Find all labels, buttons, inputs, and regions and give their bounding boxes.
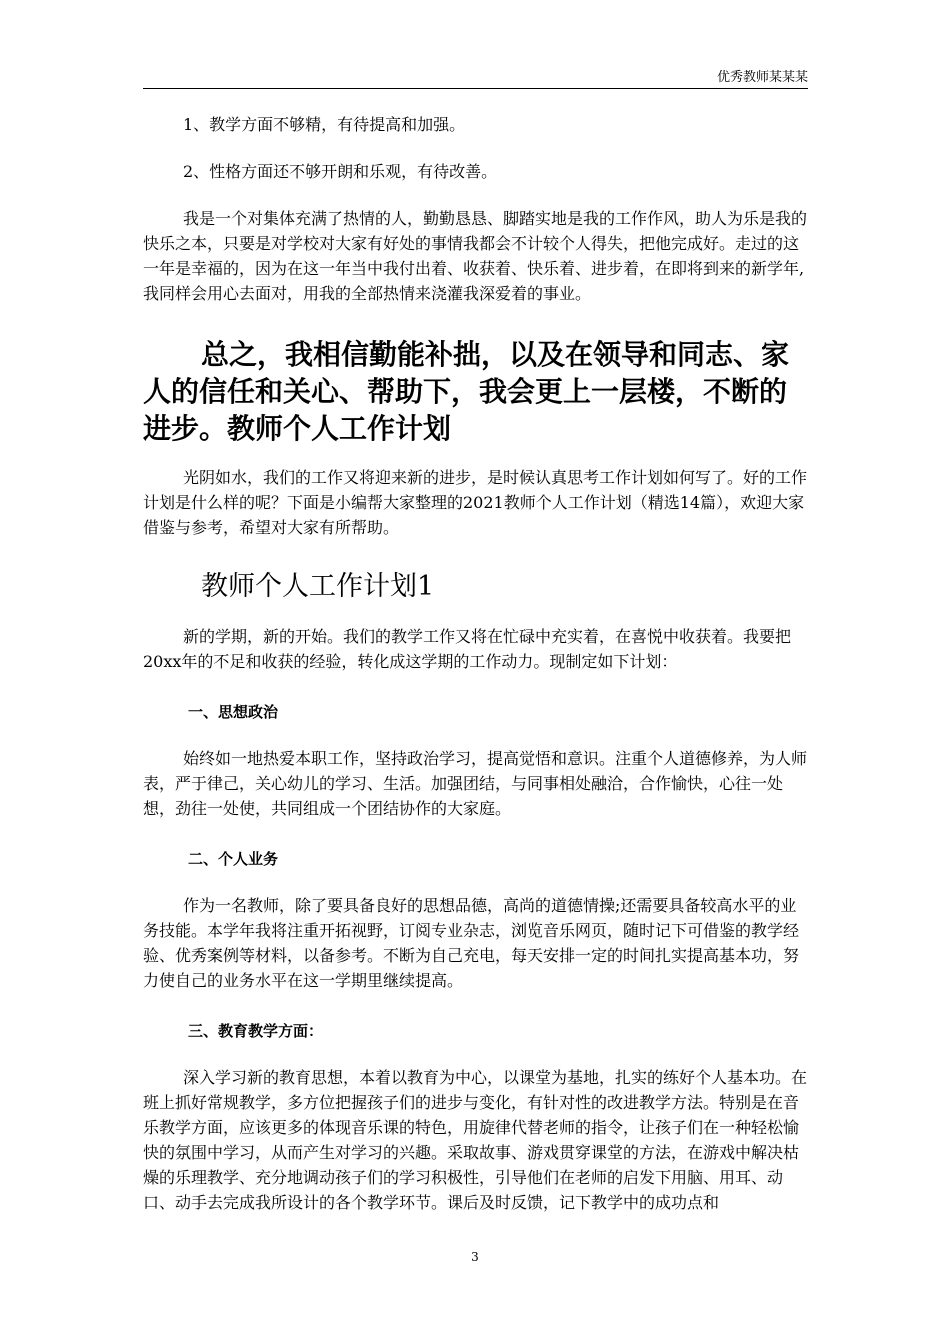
- paragraph-personal-work: 作为一名教师，除了要具备良好的思想品德，高尚的道德情操;还需要具备较高水平的业务技能。本学年我将注重开拓视野，订阅专业杂志，浏览音乐网页，随时记下可借鉴的教学经验、优秀案例等材料，以备参考。不断为自己充电，每天安排一定的时间扎实提高基本功，努力使自己的业务水平在这一学期里继续提高。: [143, 896, 800, 990]
- paragraph-teaching: 深入学习新的教育思想，本着以教育为中心，以课堂为基地，扎实的练好个人基本功。在班上抓好常规教学，多方位把握孩子们的进步与变化，有针对性的改进教学方法。特别是在音乐教学方面，应该更多的体现音乐课的特色，用旋律代替老师的指令，让孩子们在一种轻松愉快的氛围中学习，从而产生对学习的兴趣。采取故事、游戏贯穿课堂的方法，在游戏中解决枯燥的乐理教学、充分地调动孩子们的学习积极性，引导他们在老师的启发下用脑、用耳、动口、动手去完成我所设计的各个教学环节。课后及时反馈，记下教学中的成功点和: [143, 1068, 808, 1212]
- paragraph-new-term: 新的学期，新的开始。我们的教学工作又将在忙碌中充实着，在喜悦中收获着。我要把20xx年的不足和收获的经验，转化成这学期的工作动力。现制定如下计划：: [143, 627, 792, 671]
- section-title: 教师个人工作计划1: [201, 571, 435, 602]
- page-number: 3: [471, 1250, 479, 1264]
- paragraph-intro: 光阴如水，我们的工作又将迎来新的进步，是时候认真思考工作计划如何写了。好的工作计划是什么样的呢？下面是小编帮大家整理的2021教师个人工作计划（精选14篇），欢迎大家借鉴与参考，希望对大家有所帮助。: [143, 468, 808, 537]
- paragraph-politics: 始终如一地热爱本职工作，坚持政治学习，提高觉悟和意识。注重个人道德修养，为人师表，严于律己，关心幼儿的学习、生活。加强团结，与同事相处融洽，合作愉快，心往一处想，劲往一处使，共同组成一个团结协作的大家庭。: [143, 749, 808, 818]
- subheading-teaching: 三、教育教学方面：: [188, 1022, 324, 1040]
- subheading-personal-work: 二、个人业务: [188, 850, 279, 868]
- paragraph-self-summary: 我是一个对集体充满了热情的人，勤勤恳恳、脚踏实地是我的工作作风，助人为乐是我的快乐之本，只要是对学校对大家有好处的事情我都会不计较个人得失，把他完成好。走过的这一年是幸福的，因为在这一年当中我付出着、收获着、快乐着、进步着，在即将到来的新学年,我同样会用心去面对，用我的全部热情来浇灌我深爱着的事业。: [143, 209, 808, 303]
- document-body: [143, 112, 808, 1215]
- paragraph-weakness-2: 2、性格方面还不够开朗和乐观，有待改善。: [183, 162, 498, 181]
- conclusion-heading: 总之，我相信勤能补拙，以及在领导和同志、家人的信任和关心、帮助下，我会更上一层楼，不断的进步。教师个人工作计划: [143, 338, 790, 445]
- paragraph-weakness-1: 1、教学方面不够精，有待提高和加强。: [183, 115, 466, 134]
- page-header: [143, 62, 808, 89]
- header-title: 优秀教师某某某: [716, 70, 808, 85]
- subheading-politics: 一、思想政治: [188, 703, 279, 721]
